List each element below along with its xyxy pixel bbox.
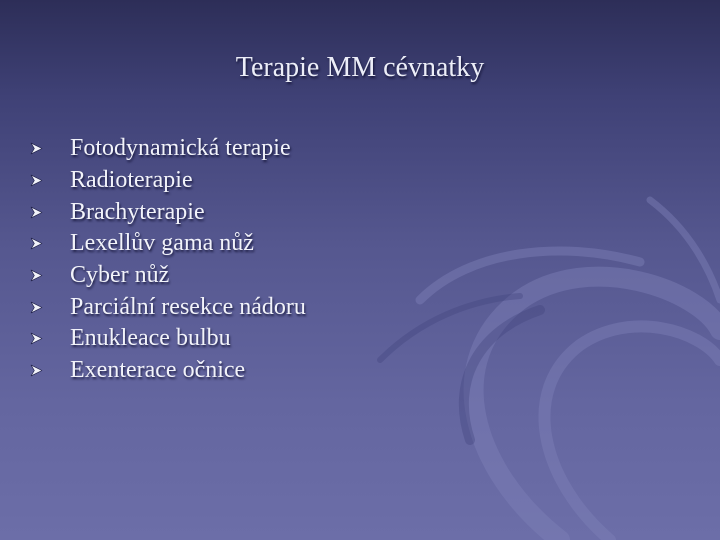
arrowhead-bullet-icon <box>30 332 70 345</box>
arrowhead-bullet-icon <box>30 174 70 187</box>
bullet-text: Fotodynamická terapie <box>70 135 291 162</box>
bullet-item <box>30 260 306 292</box>
bullet-text: Cyber nůž <box>70 262 170 289</box>
bullet-item <box>30 291 306 323</box>
bullet-item <box>30 165 306 197</box>
bullet-text: Exenterace očnice <box>70 357 246 384</box>
bullet-text: Radioterapie <box>70 167 193 194</box>
arrowhead-bullet-icon <box>30 206 70 219</box>
arrowhead-bullet-icon <box>30 269 70 282</box>
bullet-text: Parciální resekce nádoru <box>70 293 306 320</box>
bullet-item <box>30 355 306 387</box>
bullet-list <box>30 133 306 387</box>
bullet-item <box>30 228 306 260</box>
bullet-text: Enukleace bulbu <box>70 325 231 352</box>
bullet-item <box>30 323 306 355</box>
arrowhead-bullet-icon <box>30 237 70 250</box>
slide-title: Terapie MM cévnatky <box>235 52 485 83</box>
bullet-text: Lexellův gama nůž <box>70 230 254 257</box>
bullet-item <box>30 196 306 228</box>
bullet-text: Brachyterapie <box>70 198 205 225</box>
bullet-item <box>30 133 306 165</box>
arrowhead-bullet-icon <box>30 142 70 155</box>
arrowhead-bullet-icon <box>30 364 70 377</box>
arrowhead-bullet-icon <box>30 301 70 314</box>
